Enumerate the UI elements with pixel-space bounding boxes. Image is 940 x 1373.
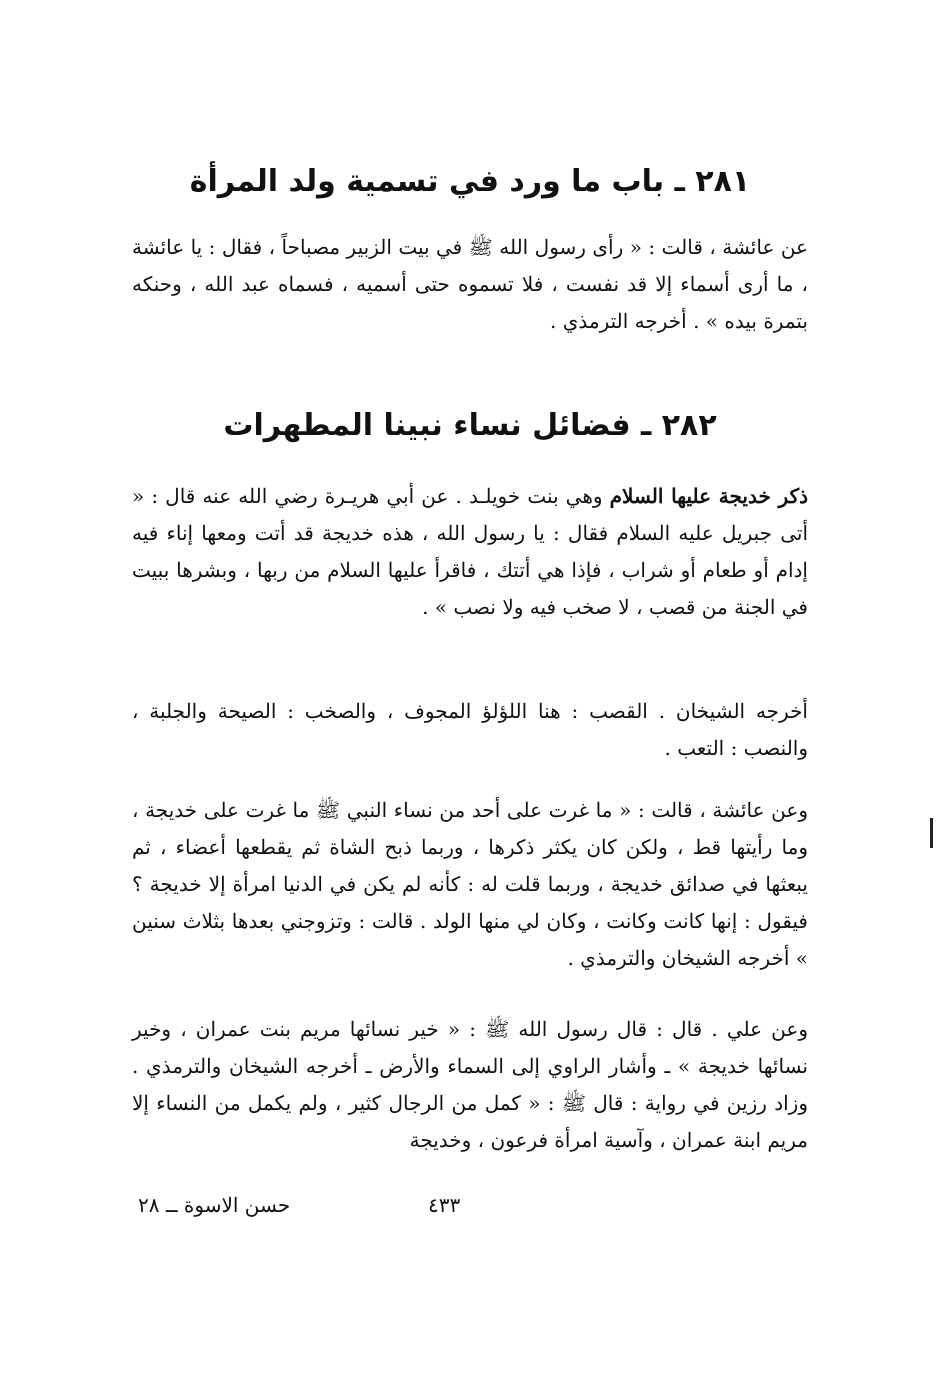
section-281-heading: ٢٨١ ـ باب ما ورد في تسمية ولد المرأة bbox=[189, 164, 751, 199]
section-281-paragraph: عن عائشة ، قالت : « رأى رسول الله ﷺ في بيت الزبير مصباحاً ، فقال : يا عائشة ، ما أرى أسماء إلا قد نفست ، فلا تسموه حتى أسميه ، فسماه عبد الله ، وحنكه بتمرة بيده » . أخرجه الترمذي . bbox=[132, 235, 808, 333]
paragraph-lead-bold: ذكر خديجة عليها السلام bbox=[609, 484, 808, 508]
section-282-heading: ٢٨٢ ـ فضائل نساء نبينا المطهرات bbox=[223, 408, 717, 443]
section-282-paragraph-4: وعن علي . قال : قال رسول الله ﷺ : « خير نسائها مريم بنت عمران ، وخير نسائها خديجة » ـ وأشار الراوي إلى السماء والأرض ـ أخرجه الشيخان والترمذي . وزاد رزين في رواية : قال ﷺ : « كمل من الرجال كثير ، ولم يكمل من النساء إلا مريم ابنة عمران ، وآسية امرأة فرعون ، وخديجة bbox=[132, 1017, 809, 1152]
scan-edge-mark bbox=[930, 818, 933, 848]
footer-signature: حسن الاسوة ــ ٢٨ bbox=[138, 1193, 291, 1217]
paragraph-1-text: وهي بنت خويلـد . عن أبي هريـرة رضي الله عنه قال : « أتى جبريل عليه السلام فقال : يا رسول الله ، هذه خديجة قد أتت ومعها إناء فيه إدام أو طعام أو شراب ، فإذا هي أتتك ، فاقرأ عليها السلام من ربها ، وبشرها ببيت في الجنة من قصب ، لا صخب فيه ولا نصب » . bbox=[132, 484, 808, 619]
section-282-paragraph-1 bbox=[132, 478, 808, 626]
section-282-paragraph-2: أخرجه الشيخان . القصب : هنا اللؤلؤ المجوف ، والصخب : الصيحة والجلبة ، والنصب : التعب . bbox=[132, 699, 808, 760]
page-number: ٤٣٣ bbox=[428, 1193, 461, 1217]
section-282-paragraph-3: وعن عائشة ، قالت : « ما غرت على أحد من نساء النبي ﷺ ما غرت على خديجة ، وما رأيتها قط ، ولكن كان يكثر ذكرها ، وربما ذبح الشاة ثم يقطعها أعضاء ، ثم يبعثها في صدائق خديجة ، وربما قلت له : كأنه لم يكن في الدنيا امرأة إلا خديجة ؟ فيقول : إنها كانت وكانت ، وكان لي منها الولد . قالت : وتزوجني بعدها بثلاث سنين » أخرجه الشيخان والترمذي . bbox=[132, 798, 808, 970]
